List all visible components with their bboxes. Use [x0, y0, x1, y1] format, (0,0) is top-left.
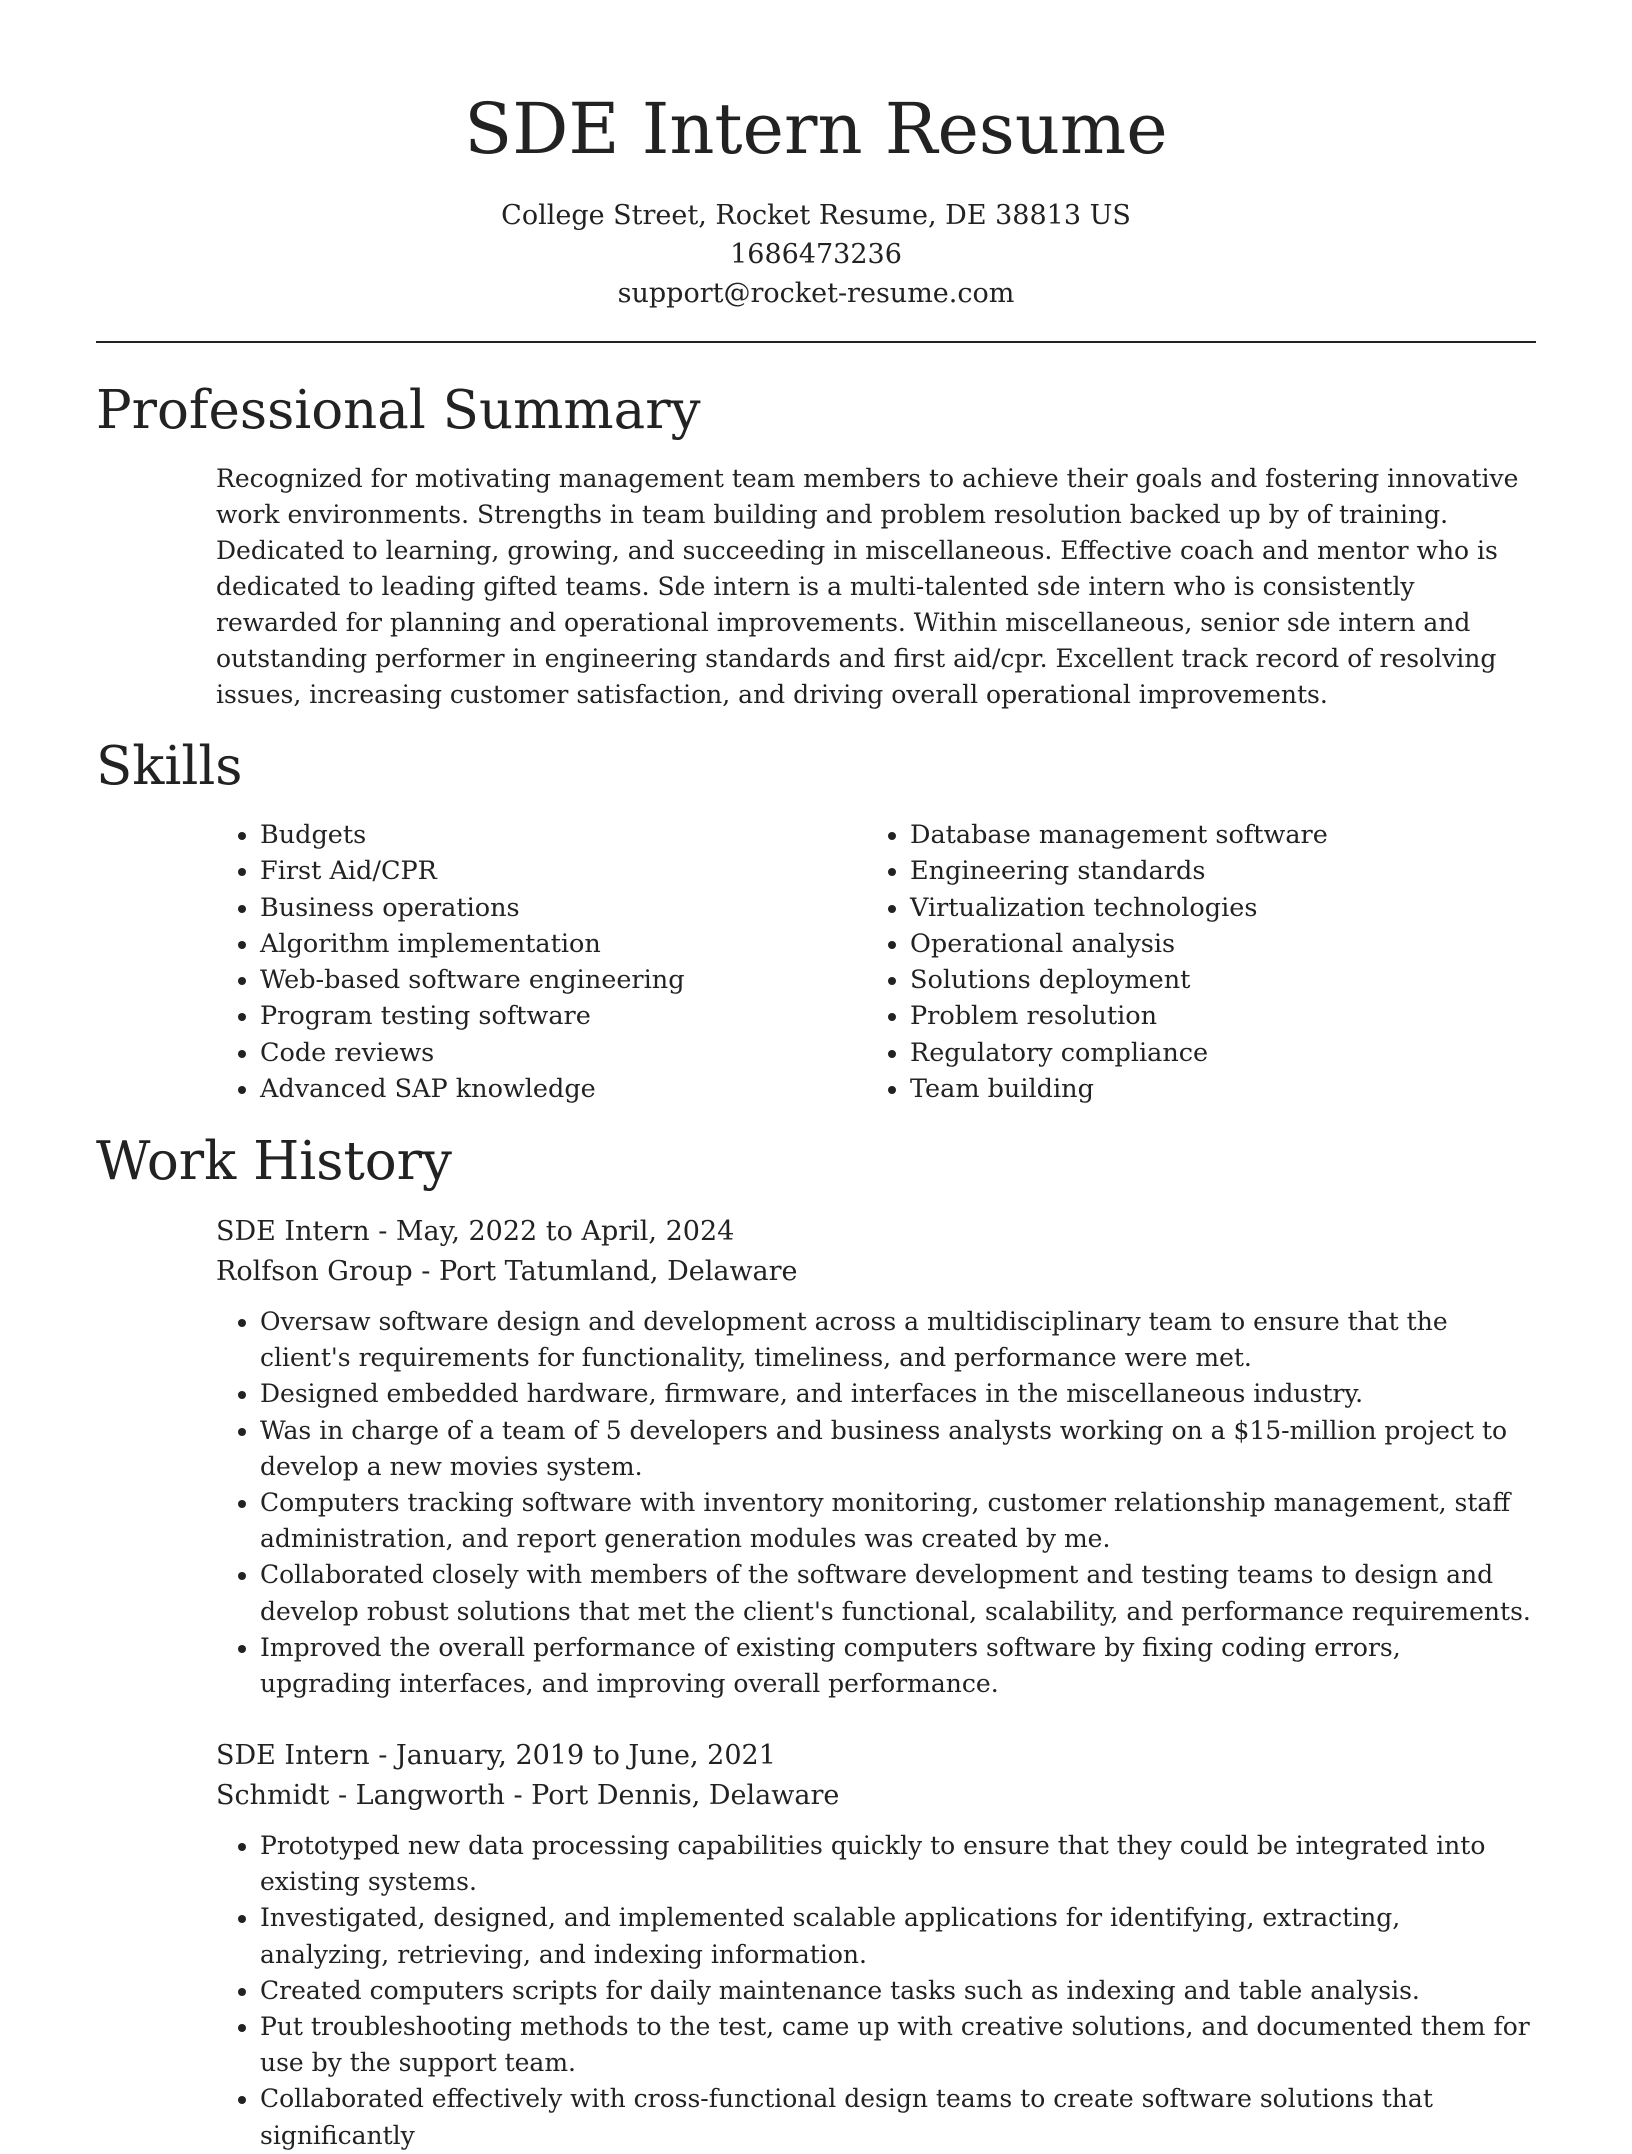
header-divider [96, 341, 1536, 343]
skills-list [216, 817, 1536, 1107]
skill-item: • Program testing software [260, 998, 866, 1034]
skills-heading: Skills [96, 736, 243, 797]
job-dates: - May, 2022 to April, 2024 [369, 1216, 735, 1247]
job-bullet: • Designed embedded hardware, firmware, and interfaces in the miscellaneous industry. [260, 1376, 1536, 1412]
job-dates: - January, 2019 to June, 2021 [369, 1740, 776, 1771]
skill-item: • First Aid/CPR [260, 853, 866, 889]
skill-item: • Advanced SAP knowledge [260, 1071, 866, 1107]
skill-item: • Code reviews [260, 1035, 866, 1071]
contact-info [0, 196, 1632, 313]
job-bullet: • Put troubleshooting methods to the test, came up with creative solutions, and documented them for use by the support team. [260, 2009, 1536, 2081]
skills-column-2 [866, 817, 1530, 1107]
skill-item: • Algorithm implementation [260, 926, 866, 962]
job-bullet: • Collaborated effectively with cross-functional design teams to create software solutions that significantly [260, 2081, 1536, 2153]
job-bullets [216, 1304, 1536, 1702]
job-bullet: • Investigated, designed, and implemented scalable applications for identifying, extracting, analyzing, retrieving, and indexing information. [260, 1900, 1536, 1972]
job-bullet: • Collaborated closely with members of the software development and testing teams to design and develop robust solutions that met the client's functional, scalability, and performance requirements. [260, 1557, 1536, 1629]
summary-text: Recognized for motivating management team members to achieve their goals and fostering innovative work environments. Strengths in team building and problem resolution backed up by of training. Dedicated to learning, growing, and succeeding in miscellaneous. Effective coach and mentor who is dedicated to leading gifted teams. Sde intern is a multi-talented sde intern who is consistently rewarded for planning and operational improvements. Within miscellaneous, senior sde intern and outstanding performer in engineering standards and first aid/cpr. Excellent track record of resolving issues, increasing customer satisfaction, and driving overall operational improvements. [216, 464, 1519, 709]
skill-item: • Web-based software engineering [260, 962, 866, 998]
job-role: SDE Intern [216, 1740, 370, 1771]
skills-column-1 [216, 817, 866, 1107]
job-entry [216, 1736, 1536, 2154]
skill-item: • Regulatory compliance [910, 1035, 1530, 1071]
phone: 1686473236 [730, 239, 902, 270]
skill-item: • Virtualization technologies [910, 890, 1530, 926]
job-bullet: • Oversaw software design and development across a multidisciplinary team to ensure that the client's requirements for functionality, timeliness, and performance were met. [260, 1304, 1536, 1376]
job-company: Rolfson Group [216, 1256, 413, 1287]
job-title-line [216, 1212, 1536, 1252]
job-location: - Port Tatumland, Delaware [412, 1256, 798, 1287]
skill-item: • Solutions deployment [910, 962, 1530, 998]
skill-item: • Operational analysis [910, 926, 1530, 962]
resume-title: SDE Intern Resume [464, 88, 1168, 170]
skill-item: • Budgets [260, 817, 866, 853]
job-bullet: • Prototyped new data processing capabilities quickly to ensure that they could be integrated into existing systems. [260, 1828, 1536, 1900]
job-entry [216, 1212, 1536, 1702]
job-company-line [216, 1252, 1536, 1292]
skill-item: • Business operations [260, 890, 866, 926]
skill-item: • Engineering standards [910, 853, 1530, 889]
address: College Street, Rocket Resume, DE 38813 US [501, 200, 1131, 231]
job-role: SDE Intern [216, 1216, 370, 1247]
skill-item: • Database management software [910, 817, 1530, 853]
job-bullet: • Created computers scripts for daily maintenance tasks such as indexing and table analysis. [260, 1973, 1536, 2009]
job-bullet: • Improved the overall performance of existing computers software by fixing coding errors, upgrading interfaces, and improving overall performance. [260, 1630, 1536, 1702]
job-company-line [216, 1776, 1536, 1816]
job-location: - Port Dennis, Delaware [504, 1780, 840, 1811]
job-bullet: • Computers tracking software with inventory monitoring, customer relationship management, staff administration, and report generation modules was created by me. [260, 1485, 1536, 1557]
email: support@rocket-resume.com [617, 278, 1015, 309]
job-bullets [216, 1828, 1536, 2154]
job-company: Schmidt - Langworth [216, 1780, 505, 1811]
skill-item: • Problem resolution [910, 998, 1530, 1034]
job-bullet: • Was in charge of a team of 5 developers and business analysts working on a $15-million project to develop a new movies system. [260, 1413, 1536, 1485]
work-history-heading: Work History [96, 1131, 452, 1192]
summary-heading: Professional Summary [96, 380, 701, 441]
resume-header [0, 0, 1632, 313]
job-title-line [216, 1736, 1536, 1776]
skill-item: • Team building [910, 1071, 1530, 1107]
